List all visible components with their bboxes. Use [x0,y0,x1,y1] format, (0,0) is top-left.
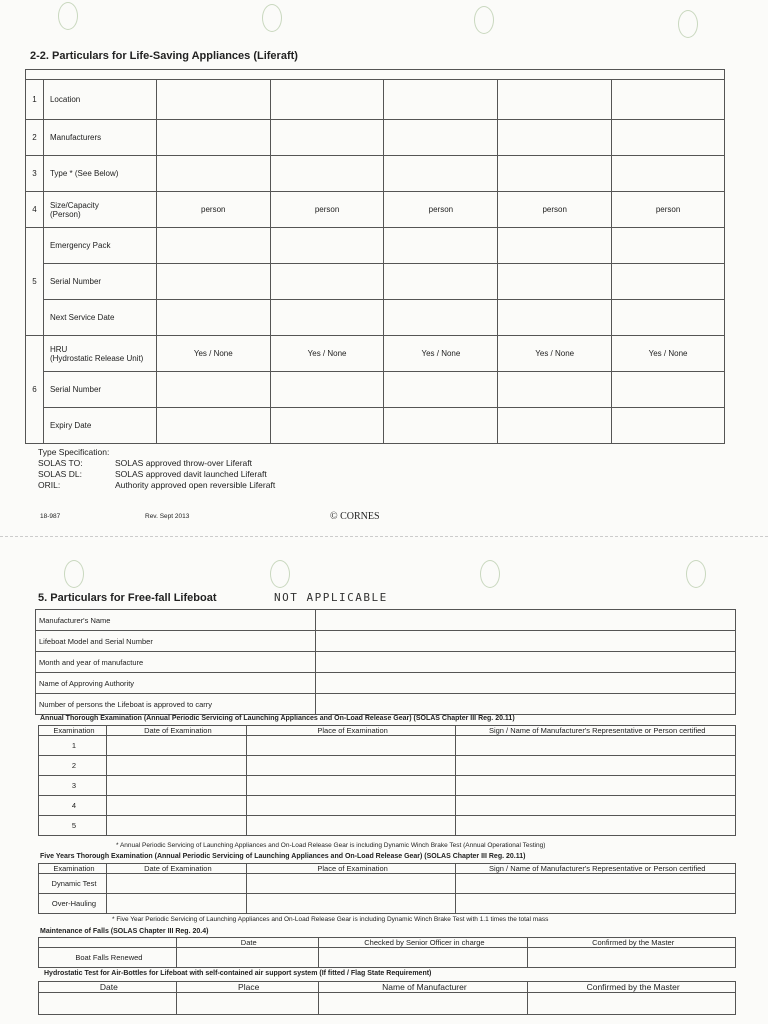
handwritten-not-applicable: NOT APPLICABLE [274,591,388,604]
row-number: 2 [26,120,44,156]
row-number: 3 [26,156,44,192]
falls-row-label: Boat Falls Renewed [39,948,177,968]
cell[interactable] [612,228,725,264]
field-label: Lifeboat Model and Serial Number [36,631,316,652]
row-number: 5 [26,228,44,336]
person-cell[interactable]: person [384,192,498,228]
type-specification [38,447,275,491]
field-value[interactable] [315,610,735,631]
person-cell[interactable]: person [498,192,612,228]
liferaft-table [25,69,725,444]
punch-hole [64,560,84,588]
cell[interactable] [156,300,270,336]
exam-number: 1 [39,736,107,756]
five-year-exam-note: * Five Year Periodic Servicing of Launching Appliances and On-Load Release Gear is including Dynamic Winch Brake Test with 1.1 times the total mass [112,916,549,923]
punch-hole [474,6,494,34]
cell[interactable] [39,993,177,1015]
cell[interactable] [384,120,498,156]
revision-date: Rev. Sept 2013 [145,513,190,520]
column-header: Place of Examination [246,864,456,874]
cell[interactable] [498,408,612,444]
row-number: 1 [26,80,44,120]
cell[interactable] [384,372,498,408]
spec-key: SOLAS DL: [38,469,82,479]
field-value[interactable] [315,652,735,673]
punch-hole [678,10,698,38]
annual-exam-title: Annual Thorough Examination (Annual Periodic Servicing of Launching Appliances and On-Load Release Gear) (SOLAS Chapter III Reg. 20.11) [40,715,515,722]
cell[interactable] [612,156,725,192]
cell[interactable] [612,408,725,444]
cell[interactable] [384,264,498,300]
row-label-manufacturers: Manufacturers [43,120,156,156]
hydrostatic-test-table [38,981,736,1015]
punch-hole [58,2,78,30]
cell[interactable] [456,796,736,816]
hru-sublabel: (Hydrostatic Release Unit) [49,353,144,363]
size-label: Size/Capacity [49,200,99,210]
cell[interactable] [156,264,270,300]
cell[interactable] [498,156,612,192]
five-year-exam-title: Five Years Thorough Examination (Annual Periodic Servicing of Launching Appliances and On-Load Release Gear) (SOLAS Chapter III Reg. 20.11) [40,853,526,860]
cell[interactable] [384,80,498,120]
exam-type: Dynamic Test [39,874,107,894]
column-header: Date [39,982,177,993]
person-cell[interactable]: person [612,192,725,228]
page-divider [0,536,768,537]
column-header: Examination [39,726,107,736]
column-header: Name of Manufacturer [318,982,528,993]
cell[interactable] [106,816,246,836]
cell[interactable] [384,228,498,264]
exam-number: 2 [39,756,107,776]
falls-maintenance-table [38,937,736,968]
spec-value: Authority approved open reversible Liferaft [115,480,276,490]
exam-type: Over-Hauling [39,894,107,914]
cell[interactable] [498,372,612,408]
cell[interactable] [246,736,456,756]
spec-key: SOLAS TO: [38,458,83,468]
cell[interactable] [176,993,318,1015]
spec-value: SOLAS approved throw-over Liferaft [115,458,253,468]
spec-key: ORIL: [38,480,61,490]
row-label-serial: Serial Number [43,264,156,300]
yes-none-option[interactable]: Yes / None [612,336,725,372]
column-header: Confirmed by the Master [528,982,736,993]
falls-maintenance-title: Maintenance of Falls (SOLAS Chapter III Reg. 20.4) [40,928,209,935]
cell[interactable] [156,408,270,444]
column-header: Date of Examination [106,864,246,874]
header-strip [26,70,725,80]
cell[interactable] [270,156,384,192]
column-header: Date of Examination [106,726,246,736]
five-year-exam-table [38,863,736,914]
field-value[interactable] [315,694,735,715]
cell[interactable] [106,874,246,894]
column-header: Examination [39,864,107,874]
form-number: 18-987 [40,513,61,520]
brand-logo: © CORNES [330,511,380,522]
cell[interactable] [456,874,736,894]
cell[interactable] [498,120,612,156]
column-header: Sign / Name of Manufacturer's Representative or Person certified [456,864,736,874]
cell[interactable] [456,756,736,776]
cell[interactable] [106,736,246,756]
type-spec-heading: Type Specification: [38,447,110,457]
cell[interactable] [106,756,246,776]
column-header: Checked by Senior Officer in charge [318,938,528,948]
punch-hole [270,560,290,588]
exam-number: 4 [39,796,107,816]
cell[interactable] [384,408,498,444]
field-label: Name of Approving Authority [36,673,316,694]
person-cell[interactable]: person [156,192,270,228]
cell[interactable] [456,894,736,914]
row-label-hru [43,336,156,372]
column-header: Date [176,938,318,948]
row-label-expiry: Expiry Date [43,408,156,444]
row-label-next-service: Next Service Date [43,300,156,336]
cell[interactable] [246,756,456,776]
cell[interactable] [156,80,270,120]
hru-label: HRU [49,344,68,354]
row-label-serial: Serial Number [43,372,156,408]
cell[interactable] [156,120,270,156]
blank-header [39,938,177,948]
punch-hole [686,560,706,588]
cell[interactable] [270,372,384,408]
size-sublabel: (Person) [49,209,81,219]
yes-none-option[interactable]: Yes / None [270,336,384,372]
row-label-size [43,192,156,228]
cell[interactable] [498,228,612,264]
section-title-freefall-lifeboat: 5. Particulars for Free-fall Lifeboat [38,592,217,604]
lifeboat-particulars-table [35,609,736,715]
cell[interactable] [270,228,384,264]
field-value[interactable] [315,631,735,652]
exam-number: 5 [39,816,107,836]
column-header: Confirmed by the Master [528,938,736,948]
row-label-location: Location [43,80,156,120]
yes-none-option[interactable]: Yes / None [156,336,270,372]
cell[interactable] [612,120,725,156]
cell[interactable] [246,894,456,914]
cell[interactable] [246,874,456,894]
row-label-emergency-pack: Emergency Pack [43,228,156,264]
cell[interactable] [528,948,736,968]
cell[interactable] [246,796,456,816]
cell[interactable] [384,156,498,192]
cell[interactable] [270,300,384,336]
cell[interactable] [384,300,498,336]
column-header: Sign / Name of Manufacturer's Representative or Person certified [456,726,736,736]
row-label-type: Type * (See Below) [43,156,156,192]
spec-value: SOLAS approved davit launched Liferaft [115,469,267,479]
field-value[interactable] [315,673,735,694]
hydrostatic-test-title: Hydrostatic Test for Air-Bottles for Lifeboat with self-contained air support system (If fitted / Flag State Requirement) [44,970,432,977]
cell[interactable] [246,776,456,796]
cell[interactable] [456,816,736,836]
cell[interactable] [270,264,384,300]
cell[interactable] [176,948,318,968]
column-header: Place of Examination [246,726,456,736]
cell[interactable] [156,372,270,408]
cell[interactable] [106,796,246,816]
cell[interactable] [498,80,612,120]
cell[interactable] [270,80,384,120]
cell[interactable] [156,228,270,264]
exam-number: 3 [39,776,107,796]
cell[interactable] [318,993,528,1015]
punch-hole [262,4,282,32]
field-label: Number of persons the Lifeboat is approved to carry [36,694,316,715]
column-header: Place [176,982,318,993]
cell[interactable] [498,264,612,300]
row-number: 6 [26,336,44,444]
row-number: 4 [26,192,44,228]
cell[interactable] [456,776,736,796]
field-label: Manufacturer's Name [36,610,316,631]
yes-none-option[interactable]: Yes / None [384,336,498,372]
cell[interactable] [498,300,612,336]
cell[interactable] [612,300,725,336]
cell[interactable] [612,264,725,300]
cell[interactable] [156,156,270,192]
annual-exam-note: * Annual Periodic Servicing of Launching Appliances and On-Load Release Gear is including Dynamic Winch Brake Test (Annual Operational Testing) [116,842,546,849]
person-cell[interactable]: person [270,192,384,228]
punch-hole [480,560,500,588]
annual-exam-table [38,725,736,836]
cell[interactable] [318,948,528,968]
cell[interactable] [270,408,384,444]
cell[interactable] [456,736,736,756]
cell[interactable] [270,120,384,156]
cell[interactable] [106,894,246,914]
field-label: Month and year of manufacture [36,652,316,673]
cell[interactable] [246,816,456,836]
yes-none-option[interactable]: Yes / None [498,336,612,372]
cell[interactable] [106,776,246,796]
cell[interactable] [612,372,725,408]
section-title-liferaft: 2-2. Particulars for Life-Saving Appliances (Liferaft) [30,50,298,62]
cell[interactable] [528,993,736,1015]
cell[interactable] [612,80,725,120]
